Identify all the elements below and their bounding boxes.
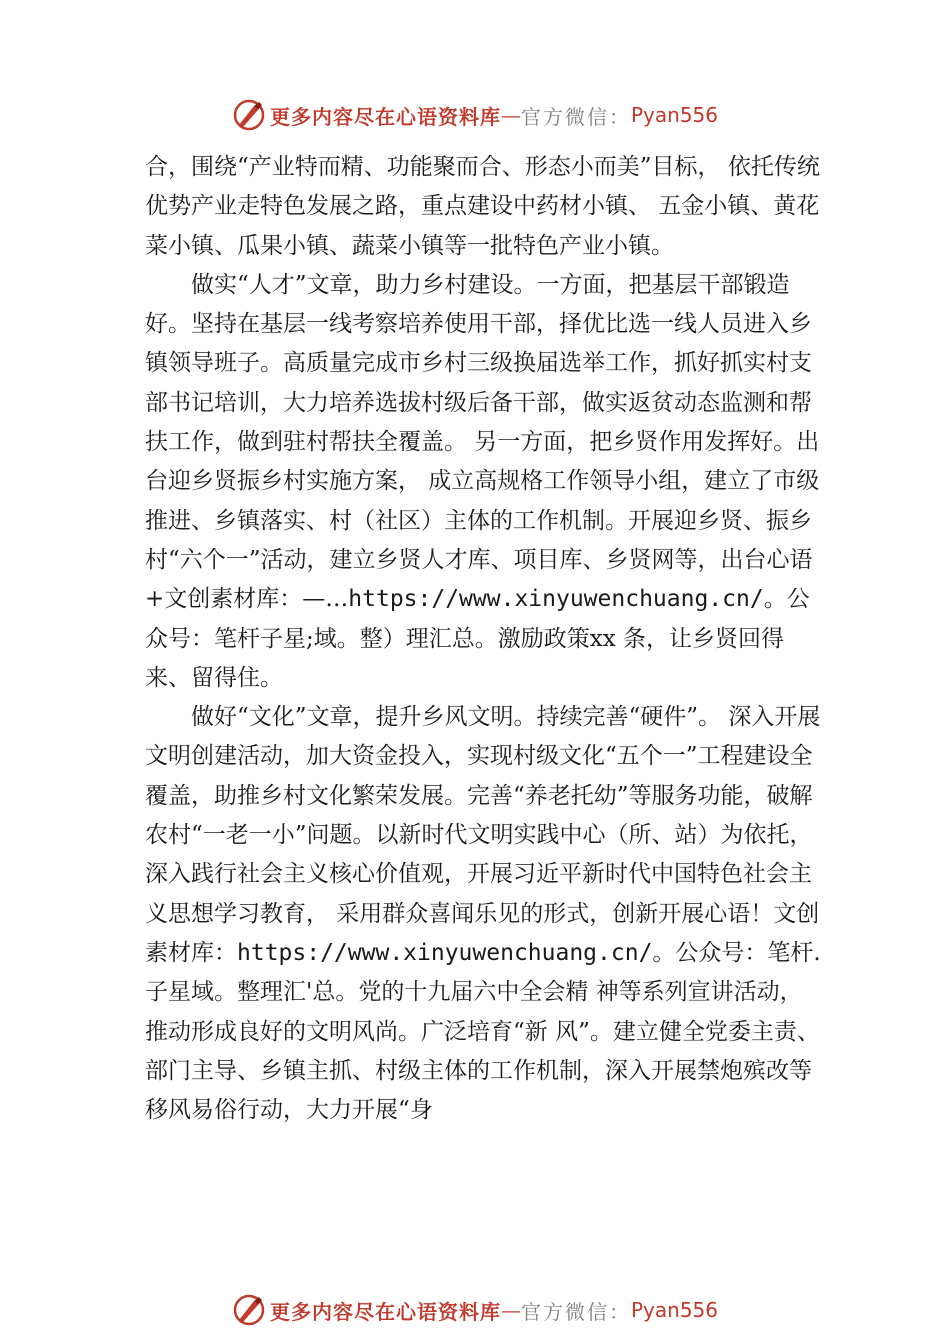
paragraph-culture-text-b: 。公众号：笔杆.子星域。整理汇'总。党的十九届六中全会精 神等系列宣讲活动，推动形成良好的文明风尚。广泛培育“新 风”。建立健全党委主责、部门主导、乡镇主抓、村级主体的工作机制，深入开展禁炮殡改等移风易俗行动，大力开展“身 [145,939,821,1124]
paragraph-talent-text-a: 做实“人才”文章，助力乡村建设。一方面，把基层干部锻造好。坚持在基层一线考察培养使用干部，择优比选一线人员进入乡镇领导班子。高质量完成市乡村三级换届选举工作，抓好抓实村支部书记培训，大力培养选拔村级后备干部，做实返贫动态监测和帮扶工作，做到驻村帮扶全覆盖。 另一方面，把乡贤作用发挥好。出台迎乡贤振乡村实施方案， 成立高规格工作领导小组，建立了市级推进、乡镇落实、村（社区）主体的工作机制。开展迎乡贤、振乡村“六个一”活动，建立乡贤人才库、项目库、乡贤网等，出台心语+文创素材库：—… [145,271,820,613]
header-banner-wechat-id: Pyan556 [630,103,718,127]
pen-nib-logo-icon [232,1293,266,1327]
footer-banner-red-text: 更多内容尽在心语资料库 [269,1299,501,1324]
paragraph-talent-url: https://www.xinyuwenchuang.cn/ [348,586,764,613]
footer-banner [0,1290,950,1330]
paragraph-culture-text-a: 做好“文化”文章，提升乡风文明。持续完善“硬件”。 深入开展文明创建活动，加大资金投入，实现村级文化“五个一”工程建设全覆盖，助推乡村文化繁荣发展。完善“养老托幼”等服务功能，破解农村“一老一小”问题。以新时代文明实践中心（所、站）为依托，深入践行社会主义核心价值观，开展习近平新时代中国特色社会主义思想学习教育， 采用群众喜闻乐见的形式，创新开展心语！文创素材库： [145,704,821,966]
paragraph-culture-url: https://www.xinyuwenchuang.cn/ [237,939,653,966]
pen-nib-logo-icon [232,98,266,132]
paragraph-talent-text-b: 。公众号：笔杆子星;域。整）理汇总。激励政策xx 条，让乡贤回得来、留得住。 [145,586,810,691]
header-banner-dash: — [500,103,521,127]
paragraph-culture [145,698,825,1130]
document-body [145,148,825,1130]
footer-banner-dash: — [500,1298,521,1322]
footer-banner-wechat-id: Pyan556 [630,1298,718,1322]
footer-banner-gray-text: 官方微信： [520,1299,631,1324]
header-banner-red-text: 更多内容尽在心语资料库 [269,104,501,129]
header-banner-gray-text: 官方微信： [520,104,631,129]
paragraph-talent [145,266,825,698]
paragraph-industry: 合，围绕“产业特而精、功能聚而合、形态小而美”目标， 依托传统优势产业走特色发展之路，重点建设中药材小镇、 五金小镇、黄花菜小镇、瓜果小镇、蔬菜小镇等一批特色产业小镇。 [145,154,820,259]
header-banner [0,95,950,135]
